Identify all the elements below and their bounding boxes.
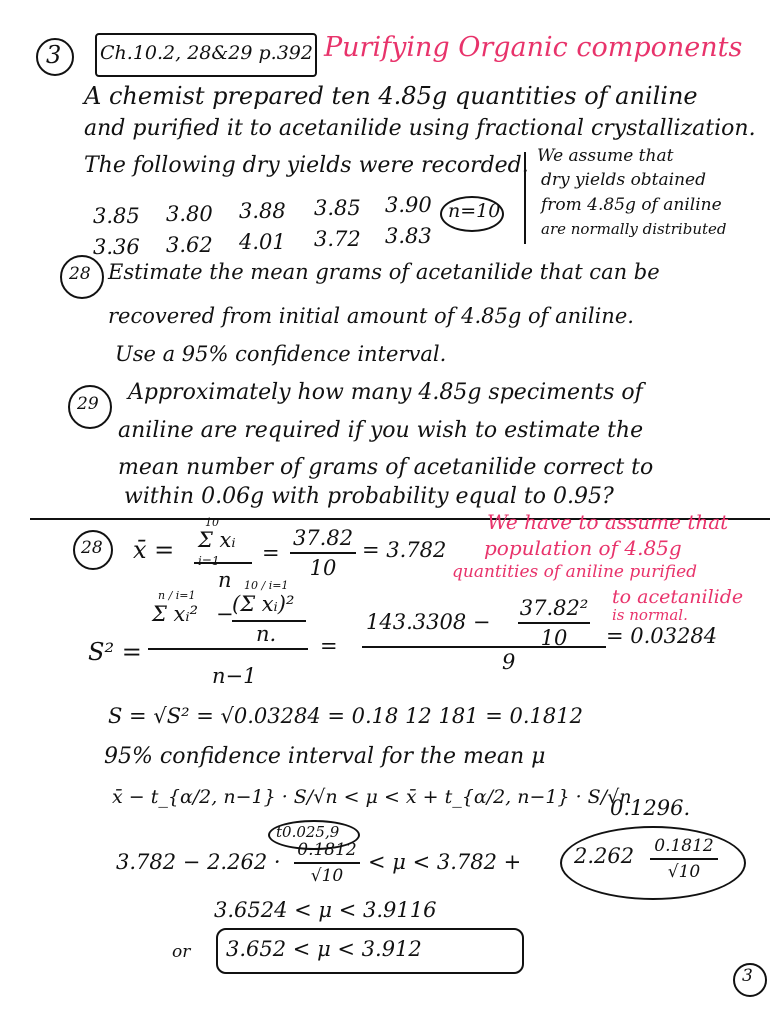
s2-num-minus: − bbox=[216, 602, 234, 626]
ci-sub-right-coef: 2.262 bbox=[574, 844, 635, 868]
yield-1-1: 3.85 bbox=[93, 204, 140, 228]
solution-number: 28 bbox=[81, 538, 103, 558]
ci-numeric: 3.6524 < μ < 3.9116 bbox=[214, 898, 437, 922]
yield-1-5: 3.90 bbox=[385, 193, 432, 217]
assume-note-3: quantities of aniline purified bbox=[452, 562, 698, 582]
ci-sub-left: 3.782 − 2.262 · bbox=[116, 850, 281, 874]
assume-note-4: to acetanilide bbox=[612, 586, 744, 608]
yield-2-2: 3.62 bbox=[166, 233, 213, 257]
q28-line-3: Use a 95% confidence interval. bbox=[115, 342, 447, 366]
yield-2-5: 3.83 bbox=[385, 224, 432, 248]
reference-text: Ch.10.2, 28&29 p.392 bbox=[100, 42, 313, 64]
t-note: t0.025,9 bbox=[276, 823, 340, 841]
ci-sub-mid: < μ < 3.782 + bbox=[368, 850, 522, 874]
xbar-eq: = bbox=[262, 541, 280, 565]
assumption-line-3: from 4.85g of aniline bbox=[541, 195, 722, 215]
s2-main-frac-bar bbox=[148, 648, 308, 650]
yield-2-4: 3.72 bbox=[314, 227, 361, 251]
s2-eq: = bbox=[320, 634, 338, 658]
assume-note-1: We have to assume that bbox=[487, 510, 729, 534]
xbar-den: n bbox=[218, 568, 232, 592]
q29-number: 29 bbox=[77, 394, 99, 414]
q29-line-3: mean number of grams of acetanilide correct to bbox=[118, 455, 654, 480]
xbar-value: = 3.782 bbox=[362, 538, 447, 562]
s2-num-a: Σ xᵢ² bbox=[152, 602, 199, 626]
yield-1-2: 3.80 bbox=[166, 202, 213, 226]
assumption-line-1: We assume that bbox=[537, 146, 674, 166]
yield-2-3: 4.01 bbox=[239, 230, 286, 254]
s2-num-b-den: n. bbox=[256, 622, 277, 646]
q29-line-2: aniline are required if you wish to estimate the bbox=[118, 418, 644, 443]
yield-1-3: 3.88 bbox=[239, 199, 286, 223]
xbar-num2: 37.82 bbox=[292, 526, 354, 550]
s2-value-frac-bar bbox=[362, 646, 606, 648]
s2-num-fraction bbox=[518, 596, 590, 650]
yield-2-1: 3.36 bbox=[93, 235, 140, 259]
ci-sub-right-fraction bbox=[650, 836, 718, 882]
s2-num-frac-den: 10 bbox=[540, 626, 568, 650]
assume-note-2: population of 4.85g bbox=[484, 536, 682, 560]
ci-sub-right-bar bbox=[650, 858, 718, 860]
q29-line-4: within 0.06g with probability equal to 0.95? bbox=[124, 484, 614, 509]
topic-title: Purifying Organic components bbox=[324, 32, 743, 63]
xbar-frac-bar bbox=[194, 562, 252, 564]
ci-final: 3.652 < μ < 3.912 bbox=[226, 937, 422, 961]
s2-num-b: (Σ xᵢ)² bbox=[232, 592, 295, 616]
assumption-line-4: are normally distributed bbox=[541, 220, 727, 238]
ci-sub-frac-num: 0.1812 bbox=[297, 840, 357, 860]
problem-line-3: The following dry yields were recorded. bbox=[84, 153, 529, 178]
ci-title: 95% confidence interval for the mean μ bbox=[104, 744, 546, 769]
ci-formula: x̄ − t_{α/2, n−1} · S/√n < μ < x̄ + t_{α/2, n−1} · S/√n bbox=[112, 786, 632, 808]
ci-sub-fraction bbox=[294, 840, 360, 886]
s2-den: n−1 bbox=[212, 664, 257, 688]
assumption-divider bbox=[524, 152, 526, 244]
ci-sub-frac-den: √10 bbox=[310, 866, 344, 886]
or-label: or bbox=[172, 942, 191, 962]
yield-1-4: 3.85 bbox=[314, 196, 361, 220]
assumption-line-2: dry yields obtained bbox=[541, 170, 706, 190]
margin-note: 0.1296. bbox=[610, 796, 691, 820]
problem-line-2: and purified it to acetanilide using fractional crystallization. bbox=[84, 116, 756, 141]
s2-num-a-bounds: n / i=1 bbox=[158, 589, 196, 602]
problem-line-1: A chemist prepared ten 4.85g quantities of aniline bbox=[84, 82, 698, 110]
assume-note-5: is normal. bbox=[612, 606, 688, 624]
xbar-sum-bottom: i=1 bbox=[198, 554, 220, 568]
ci-sub-right-den: √10 bbox=[667, 862, 701, 882]
xbar-frac-bar-2 bbox=[290, 552, 356, 554]
s2-lhs: S² = bbox=[88, 638, 142, 666]
s2-num-frac-bar bbox=[518, 622, 590, 624]
q28-line-1: Estimate the mean grams of acetanilide that can be bbox=[108, 260, 660, 284]
xbar-sum: Σ xᵢ bbox=[198, 528, 236, 552]
q28-number: 28 bbox=[69, 264, 91, 284]
s2-result: = 0.03284 bbox=[606, 624, 718, 648]
xbar-lhs: x̄ = bbox=[133, 536, 175, 564]
xbar-sum-top: 10 bbox=[205, 516, 219, 529]
problem-number: 3 bbox=[46, 41, 62, 69]
ci-sub-right-num: 0.1812 bbox=[654, 836, 714, 856]
xbar-fraction-2 bbox=[290, 526, 356, 580]
s2-num-frac-num: 37.82² bbox=[519, 596, 589, 620]
q29-line-1: Approximately how many 4.85g speciments of bbox=[128, 380, 643, 405]
page-number: 3 bbox=[742, 966, 753, 986]
s-line: S = √S² = √0.03284 = 0.18 12 181 = 0.1812 bbox=[108, 704, 583, 728]
xbar-den2: 10 bbox=[309, 556, 337, 580]
s2-den-value: 9 bbox=[502, 650, 516, 674]
ci-sub-frac-bar bbox=[294, 862, 360, 864]
n-label: n=10 bbox=[448, 200, 501, 222]
s2-num-value: 143.3308 − bbox=[366, 610, 491, 634]
s2-num-b-bounds: 10 / i=1 bbox=[244, 579, 289, 592]
q28-line-2: recovered from initial amount of 4.85g of aniline. bbox=[108, 304, 634, 328]
